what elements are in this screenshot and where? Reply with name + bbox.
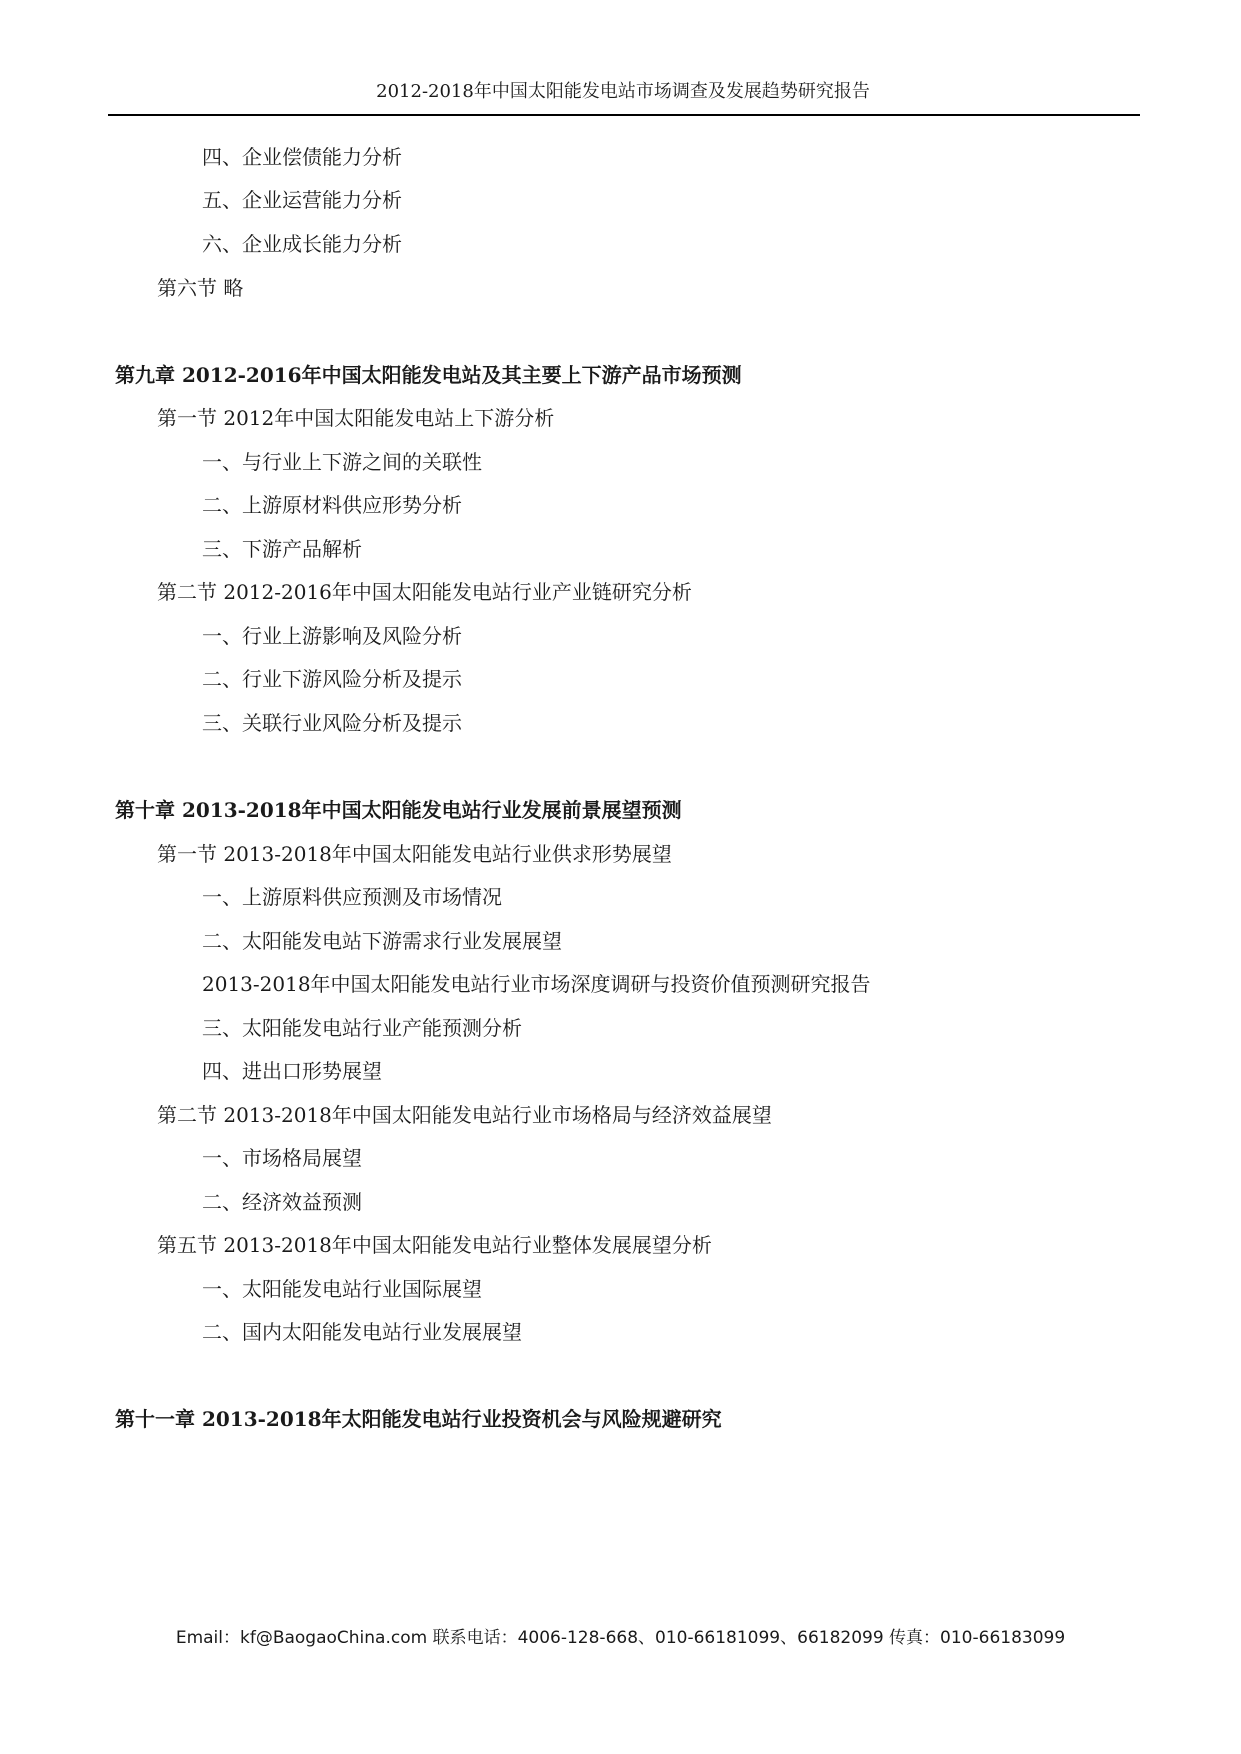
page-header-title: 2012-2018年中国太阳能发电站市场调查及发展趋势研究报告: [376, 81, 870, 102]
toc-section: 第二节 2012-2016年中国太阳能发电站行业产业链研究分析: [157, 580, 692, 604]
toc-item: 一、市场格局展望: [202, 1146, 362, 1170]
toc-item: 一、行业上游影响及风险分析: [202, 624, 462, 648]
footer-contact: Email：kf@BaogaoChina.com 联系电话：4006-128-668、010-66181099、66182099 传真：010-66183099: [175, 1628, 1066, 1648]
toc-chapter: 第十章 2013-2018年中国太阳能发电站行业发展前景展望预测: [115, 798, 682, 822]
toc-item: 二、国内太阳能发电站行业发展展望: [202, 1320, 522, 1344]
toc-item: 2013-2018年中国太阳能发电站行业市场深度调研与投资价值预测研究报告: [202, 972, 871, 996]
toc-item: 一、与行业上下游之间的关联性: [202, 450, 482, 474]
toc-item: 六、企业成长能力分析: [202, 232, 402, 256]
toc-item: 三、下游产品解析: [202, 537, 362, 561]
toc-item: 五、企业运营能力分析: [202, 188, 402, 212]
toc-section: 第二节 2013-2018年中国太阳能发电站行业市场格局与经济效益展望: [157, 1103, 772, 1127]
toc-item: 二、行业下游风险分析及提示: [202, 667, 462, 691]
toc-item: 二、上游原材料供应形势分析: [202, 493, 462, 517]
toc-chapter: 第十一章 2013-2018年太阳能发电站行业投资机会与风险规避研究: [115, 1407, 722, 1431]
toc-item: 三、太阳能发电站行业产能预测分析: [202, 1016, 522, 1040]
toc-item: 二、太阳能发电站下游需求行业发展展望: [202, 929, 562, 953]
toc-item: 四、进出口形势展望: [202, 1059, 382, 1083]
toc-item: 二、经济效益预测: [202, 1190, 362, 1214]
toc-section: 第六节 略: [157, 276, 244, 300]
toc-chapter: 第九章 2012-2016年中国太阳能发电站及其主要上下游产品市场预测: [115, 363, 742, 387]
toc-section: 第五节 2013-2018年中国太阳能发电站行业整体发展展望分析: [157, 1233, 712, 1257]
toc-item: 四、企业偿债能力分析: [202, 145, 402, 169]
toc-item: 一、上游原料供应预测及市场情况: [202, 885, 502, 909]
toc-section: 第一节 2013-2018年中国太阳能发电站行业供求形势展望: [157, 842, 672, 866]
toc-item: 一、太阳能发电站行业国际展望: [202, 1277, 482, 1301]
toc-section: 第一节 2012年中国太阳能发电站上下游分析: [157, 406, 555, 430]
toc-item: 三、关联行业风险分析及提示: [202, 711, 462, 735]
